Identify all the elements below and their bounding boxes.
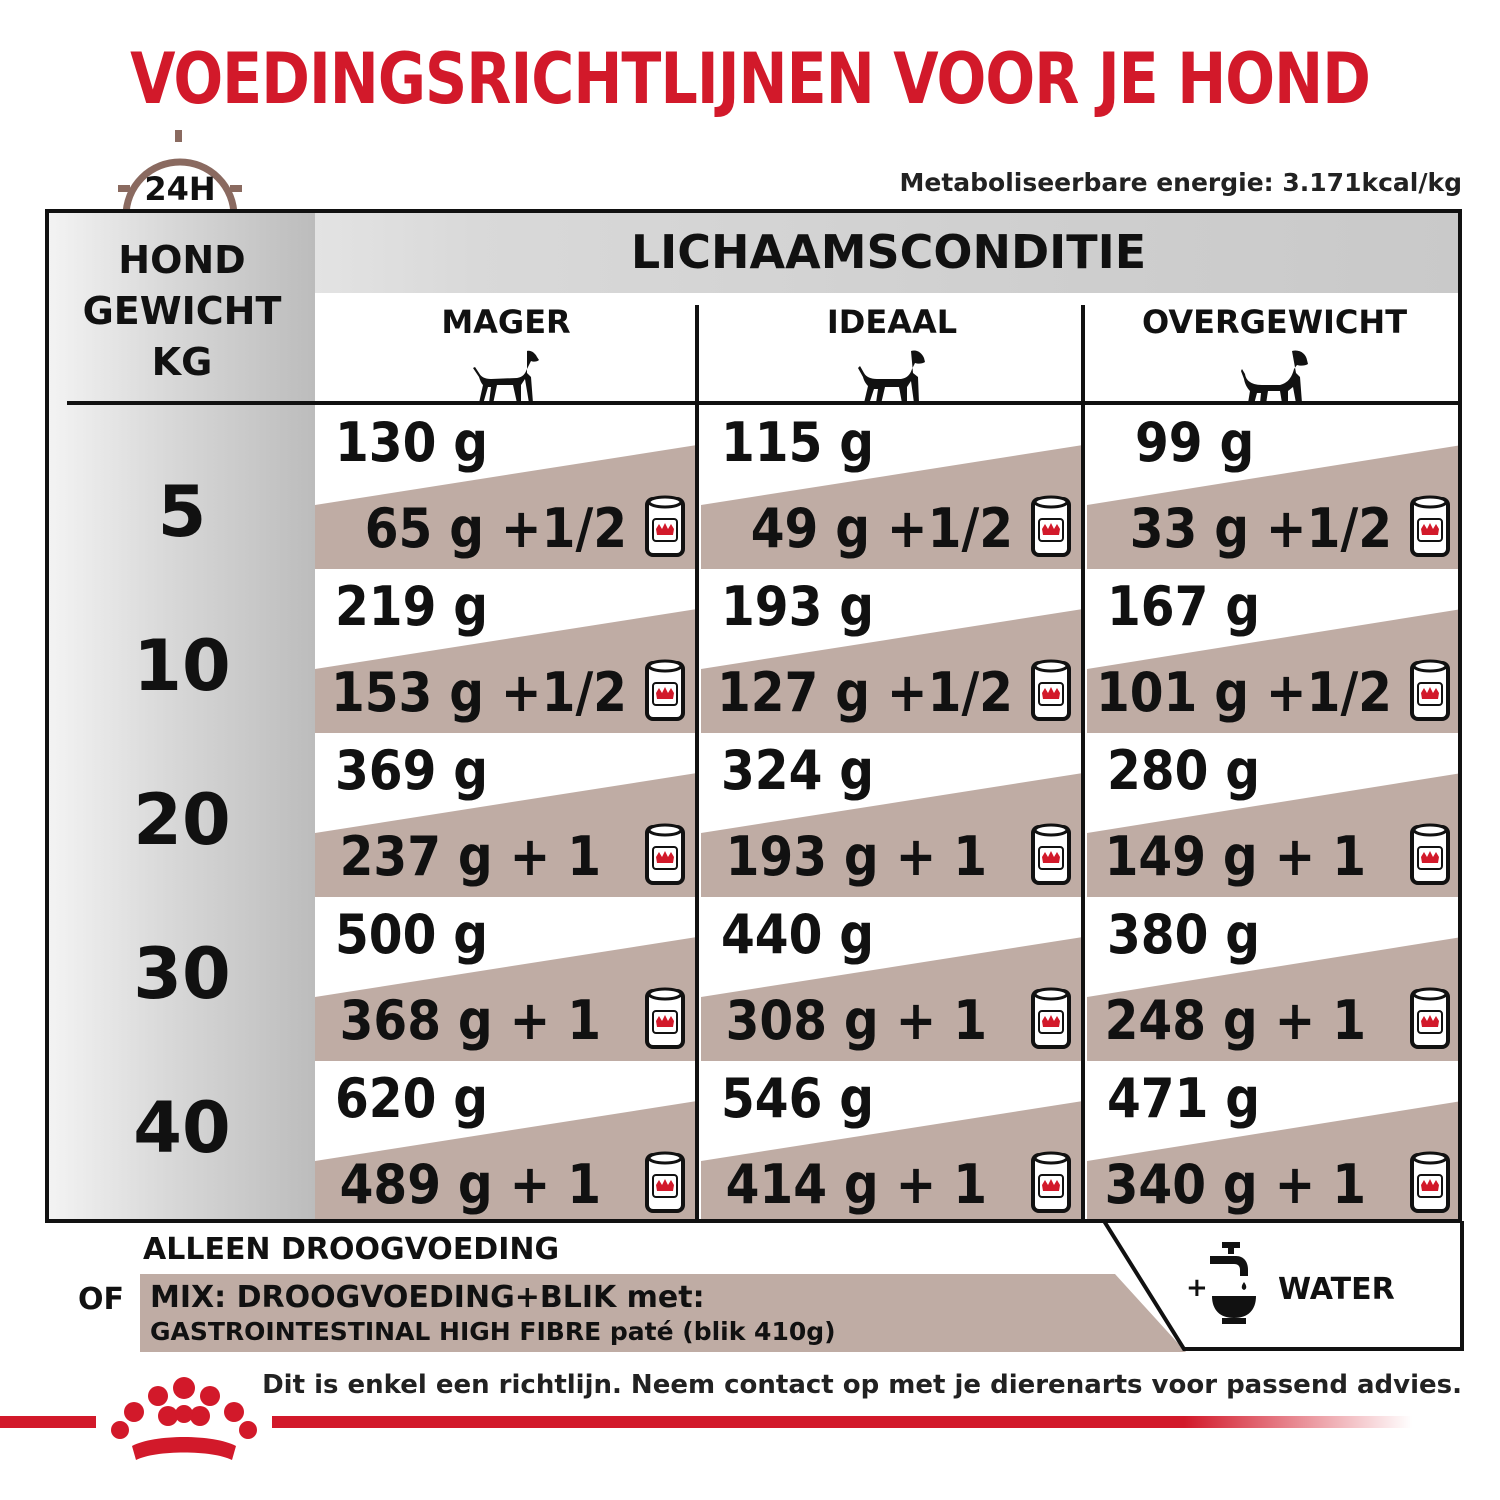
legend-product: GASTROINTESTINAL HIGH FIBRE paté (blik 410g)	[150, 1317, 836, 1346]
column-label: MAGER	[441, 303, 571, 341]
water-plus: +	[1186, 1273, 1208, 1303]
dry-amount: 440 g	[721, 903, 875, 966]
table-cell	[701, 405, 1083, 569]
can-icon	[643, 493, 687, 559]
table-cell	[1087, 405, 1462, 569]
clock-24h-icon	[118, 130, 242, 220]
can-icon	[1029, 985, 1073, 1051]
column-divider	[1081, 305, 1085, 1223]
water-tap-bowl-icon	[1186, 1240, 1266, 1330]
can-icon	[1408, 657, 1452, 723]
mix-amount: 237 g + 1	[339, 825, 601, 888]
legend-water: WATER	[1278, 1272, 1395, 1307]
mix-amount: 33 g +1/2	[1129, 497, 1392, 560]
dry-amount: 99 g	[1135, 411, 1255, 474]
mix-amount: 308 g + 1	[725, 989, 987, 1052]
weight-value: 5	[157, 471, 207, 553]
table-cell	[315, 897, 697, 1061]
weight-header	[49, 235, 315, 388]
energy-note: Metaboliseerbare energie: 3.171kcal/kg	[899, 168, 1462, 197]
can-icon	[1408, 985, 1452, 1051]
dry-amount: 369 g	[335, 739, 489, 802]
legend-mix: MIX: DROOGVOEDING+BLIK met:	[150, 1280, 705, 1315]
weight-value: 40	[133, 1087, 231, 1169]
can-icon	[643, 985, 687, 1051]
brand-line	[272, 1416, 1412, 1428]
weight-header-line: KG	[151, 340, 213, 384]
legend-or: OF	[78, 1282, 124, 1317]
dry-amount: 167 g	[1107, 575, 1261, 638]
weight-header-line: GEWICHT	[82, 289, 282, 333]
can-icon	[1029, 1149, 1073, 1215]
mix-amount: 49 g +1/2	[750, 497, 1013, 560]
dry-amount: 324 g	[721, 739, 875, 802]
page-title: VOEDINGSRICHTLIJNEN VOOR JE HOND	[130, 38, 1370, 120]
dry-amount: 620 g	[335, 1067, 489, 1130]
overweight-dog-icon	[1240, 347, 1310, 407]
can-icon	[643, 657, 687, 723]
table-cell	[1087, 569, 1462, 733]
mix-amount: 127 g +1/2	[716, 661, 1013, 724]
table-cell	[1087, 733, 1462, 897]
can-icon	[1029, 657, 1073, 723]
table-cell	[315, 733, 697, 897]
column-header-ideal	[701, 293, 1083, 401]
dry-amount: 115 g	[721, 411, 875, 474]
table-cell	[701, 1061, 1083, 1223]
table-cell	[315, 569, 697, 733]
table-cell	[315, 1061, 697, 1223]
dry-amount: 219 g	[335, 575, 489, 638]
lean-dog-icon	[471, 347, 541, 407]
can-icon	[643, 1149, 687, 1215]
ideal-dog-icon	[857, 347, 927, 407]
table-cell	[701, 897, 1083, 1061]
legend-dry-only: ALLEEN DROOGVOEDING	[143, 1232, 560, 1267]
dry-amount: 280 g	[1107, 739, 1261, 802]
can-icon	[1408, 493, 1452, 559]
mix-amount: 65 g +1/2	[364, 497, 627, 560]
column-label: IDEAAL	[826, 303, 958, 341]
can-icon	[1408, 821, 1452, 887]
feeding-table	[45, 209, 1462, 1223]
condition-header: LICHAAMSCONDITIE	[630, 225, 1147, 279]
column-header-overweight	[1087, 293, 1462, 401]
can-icon	[643, 821, 687, 887]
can-icon	[1408, 1149, 1452, 1215]
column-header-lean	[315, 293, 697, 401]
mix-amount: 149 g + 1	[1104, 825, 1366, 888]
brand-line	[0, 1416, 96, 1428]
clock-label: 24H	[144, 170, 216, 208]
mix-amount: 414 g + 1	[725, 1153, 987, 1216]
table-cell	[1087, 1061, 1462, 1223]
dry-amount: 500 g	[335, 903, 489, 966]
table-cell	[701, 733, 1083, 897]
table-cell	[315, 405, 697, 569]
table-cell	[701, 569, 1083, 733]
dry-amount: 471 g	[1107, 1067, 1261, 1130]
mix-amount: 489 g + 1	[339, 1153, 601, 1216]
dry-amount: 130 g	[335, 411, 489, 474]
column-label: OVERGEWICHT	[1141, 303, 1408, 341]
royal-canin-crown-icon	[104, 1376, 264, 1466]
mix-amount: 193 g + 1	[725, 825, 987, 888]
weight-value: 10	[133, 625, 231, 707]
can-icon	[1029, 493, 1073, 559]
mix-amount: 368 g + 1	[339, 989, 601, 1052]
mix-amount: 153 g +1/2	[330, 661, 627, 724]
disclaimer: Dit is enkel een richtlijn. Neem contact op met je dierenarts voor passend advies.	[262, 1370, 1462, 1400]
can-icon	[1029, 821, 1073, 887]
weight-header-line: HOND	[118, 238, 246, 282]
mix-amount: 248 g + 1	[1104, 989, 1366, 1052]
mix-amount: 101 g +1/2	[1095, 661, 1392, 724]
dry-amount: 193 g	[721, 575, 875, 638]
dry-amount: 546 g	[721, 1067, 875, 1130]
table-cell	[1087, 897, 1462, 1061]
mix-amount: 340 g + 1	[1104, 1153, 1366, 1216]
weight-value: 30	[133, 933, 231, 1015]
column-divider	[695, 305, 699, 1223]
weight-value: 20	[133, 779, 231, 861]
dry-amount: 380 g	[1107, 903, 1261, 966]
